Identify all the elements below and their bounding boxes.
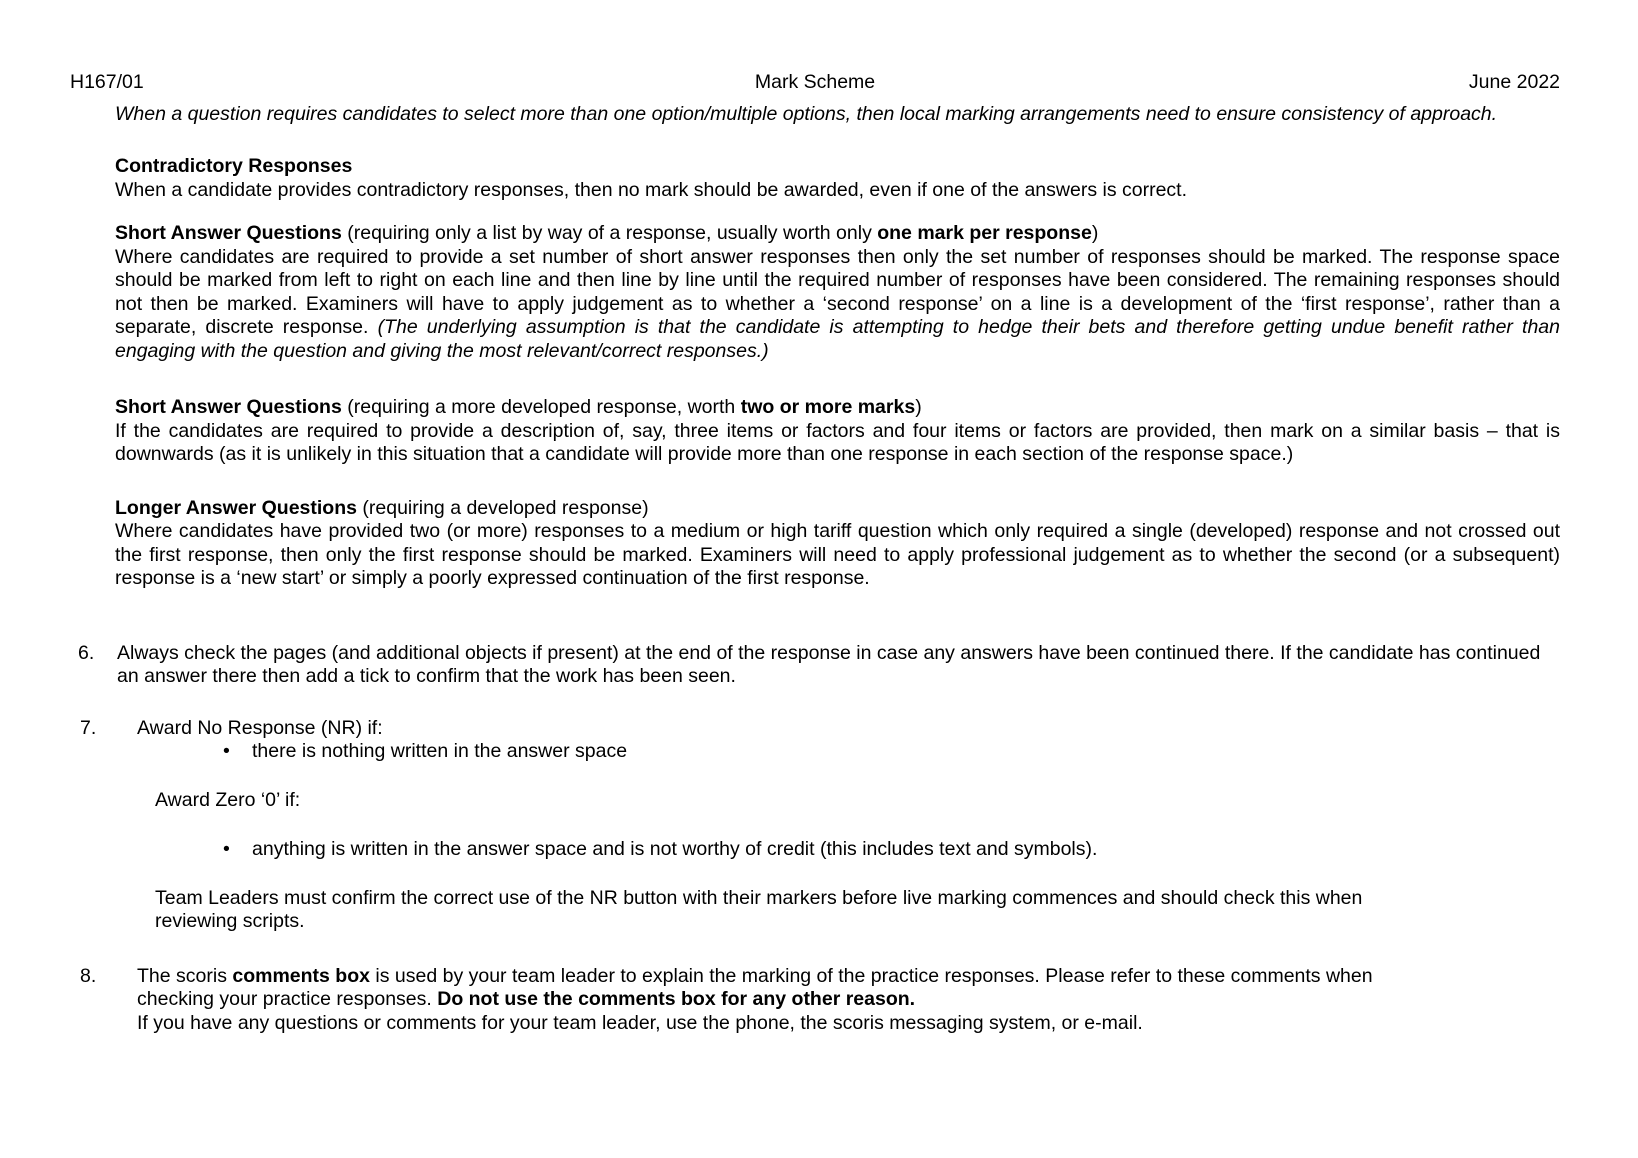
doc-code: H167/01: [70, 71, 144, 93]
award-zero-intro: Award Zero ‘0’ if:: [155, 788, 301, 811]
section-heading: [115, 396, 1560, 420]
bullet-text: there is nothing written in the answer space: [252, 740, 628, 762]
section-body-italic: (The underlying assumption is that the candidate is attempting to hedge their bets and therefore getting undue benefit rather than engaging with the question and giving the most relevant/correct responses.): [115, 316, 1560, 362]
section-heading: [115, 222, 1560, 246]
section-body: If the candidates are required to provide a description of, say, three items or factors and four items or factors are provided, then mark on a similar basis – that is downwards (as it is unlikely in this situation that a candidate will provide more than one response in each section of the response space.): [115, 419, 1560, 465]
item-text-line2: If you have any questions or comments for your team leader, use the phone, the scoris messaging system, or e-mail.: [137, 1011, 1143, 1034]
section-title: Short Answer Questions: [115, 396, 342, 418]
section-body: Where candidates have provided two (or more) responses to a medium or high tariff question which only required a single (developed) response and not crossed out the first response, then only the first response should be marked. Examiners will need to apply professional judgement as to whether the second (or a subsequent) response is a ‘new start’ or simply a poorly expressed continuation of the first response.: [115, 520, 1560, 589]
section-body-text: Where candidates are required to provide a set number of short answer responses then only the set number of responses should be marked. The response space should be marked from left to right on each line and then line by line until the required number of responses have been considered. The remaining responses should not then be marked. Examiners will have to apply judgement as to whether a ‘second response’ on a line is a development of the ‘first response’, rather than a separate, discrete response.: [115, 245, 1560, 338]
intro-paragraph: When a question requires candidates to select more than one option/multiple options, then local marking arrangements need to ensure consistency of approach.: [115, 102, 1498, 125]
item-number: 7.: [80, 716, 97, 739]
document-body: [78, 102, 1560, 1036]
bullet-text: anything is written in the answer space and is not worthy of credit (this includes text and symbols).: [252, 838, 1098, 860]
section-heading: [115, 497, 1560, 521]
item-text-pre: The scoris: [137, 964, 233, 987]
section-subtitle-bold: two or more marks: [740, 396, 916, 418]
item-text: [137, 965, 1442, 1012]
section-subtitle-close: ): [915, 396, 922, 418]
item-intro: Award No Response (NR) if:: [137, 716, 383, 739]
section-short-answer-list: [115, 222, 1560, 363]
section-subtitle-bold: one mark per response: [877, 222, 1092, 244]
list-item-6: [78, 641, 1560, 689]
section-subtitle: (requiring a developed response): [356, 496, 649, 519]
bullet-icon: •: [223, 740, 230, 762]
item-text-bold-comments-box: comments box: [232, 964, 370, 987]
section-body: When a candidate provides contradictory responses, then no mark should be awarded, even if one of the answers is correct.: [115, 178, 1188, 201]
section-subtitle: (requiring a more developed response, worth: [341, 396, 741, 418]
section-subtitle: (requiring only a list by way of a response, usually worth only: [341, 222, 878, 244]
item-text: Always check the pages (and additional objects if present) at the end of the response in case any answers have been continued there. If the candidate has continued an answer there then add a tick to confirm that the work has been seen.: [117, 641, 1541, 687]
section-short-answer-developed: [115, 396, 1560, 467]
section-title: Contradictory Responses: [115, 155, 353, 177]
page-header: [0, 0, 1638, 95]
list-item-7: [80, 716, 1560, 934]
doc-date: June 2022: [1468, 71, 1561, 93]
section-longer-answer: [115, 497, 1560, 591]
section-contradictory-responses: [115, 155, 1560, 202]
doc-title: Mark Scheme: [754, 71, 876, 93]
section-subtitle-close: ): [1091, 222, 1099, 244]
item-text-mid: is used by your team leader to explain the marking of the practice responses. Please refer to these comments when checking your practice responses.: [137, 964, 1373, 1010]
item-text-bold-warning: Do not use the comments box for any other reason.: [437, 988, 916, 1010]
team-leaders-note: Team Leaders must confirm the correct use of the NR button with their markers before live marking commences and should check this when reviewing scripts.: [155, 886, 1363, 932]
list-item-8: [80, 964, 1560, 1036]
item-number: 6.: [78, 641, 95, 664]
section-body: [115, 246, 1560, 364]
bullet-icon: •: [223, 838, 230, 860]
bullet-item-not-worthy: [137, 838, 1560, 862]
section-title: Short Answer Questions: [115, 222, 342, 244]
section-title: Longer Answer Questions: [115, 496, 357, 519]
bullet-item-nothing-written: [137, 740, 1560, 764]
item-number: 8.: [80, 964, 97, 987]
